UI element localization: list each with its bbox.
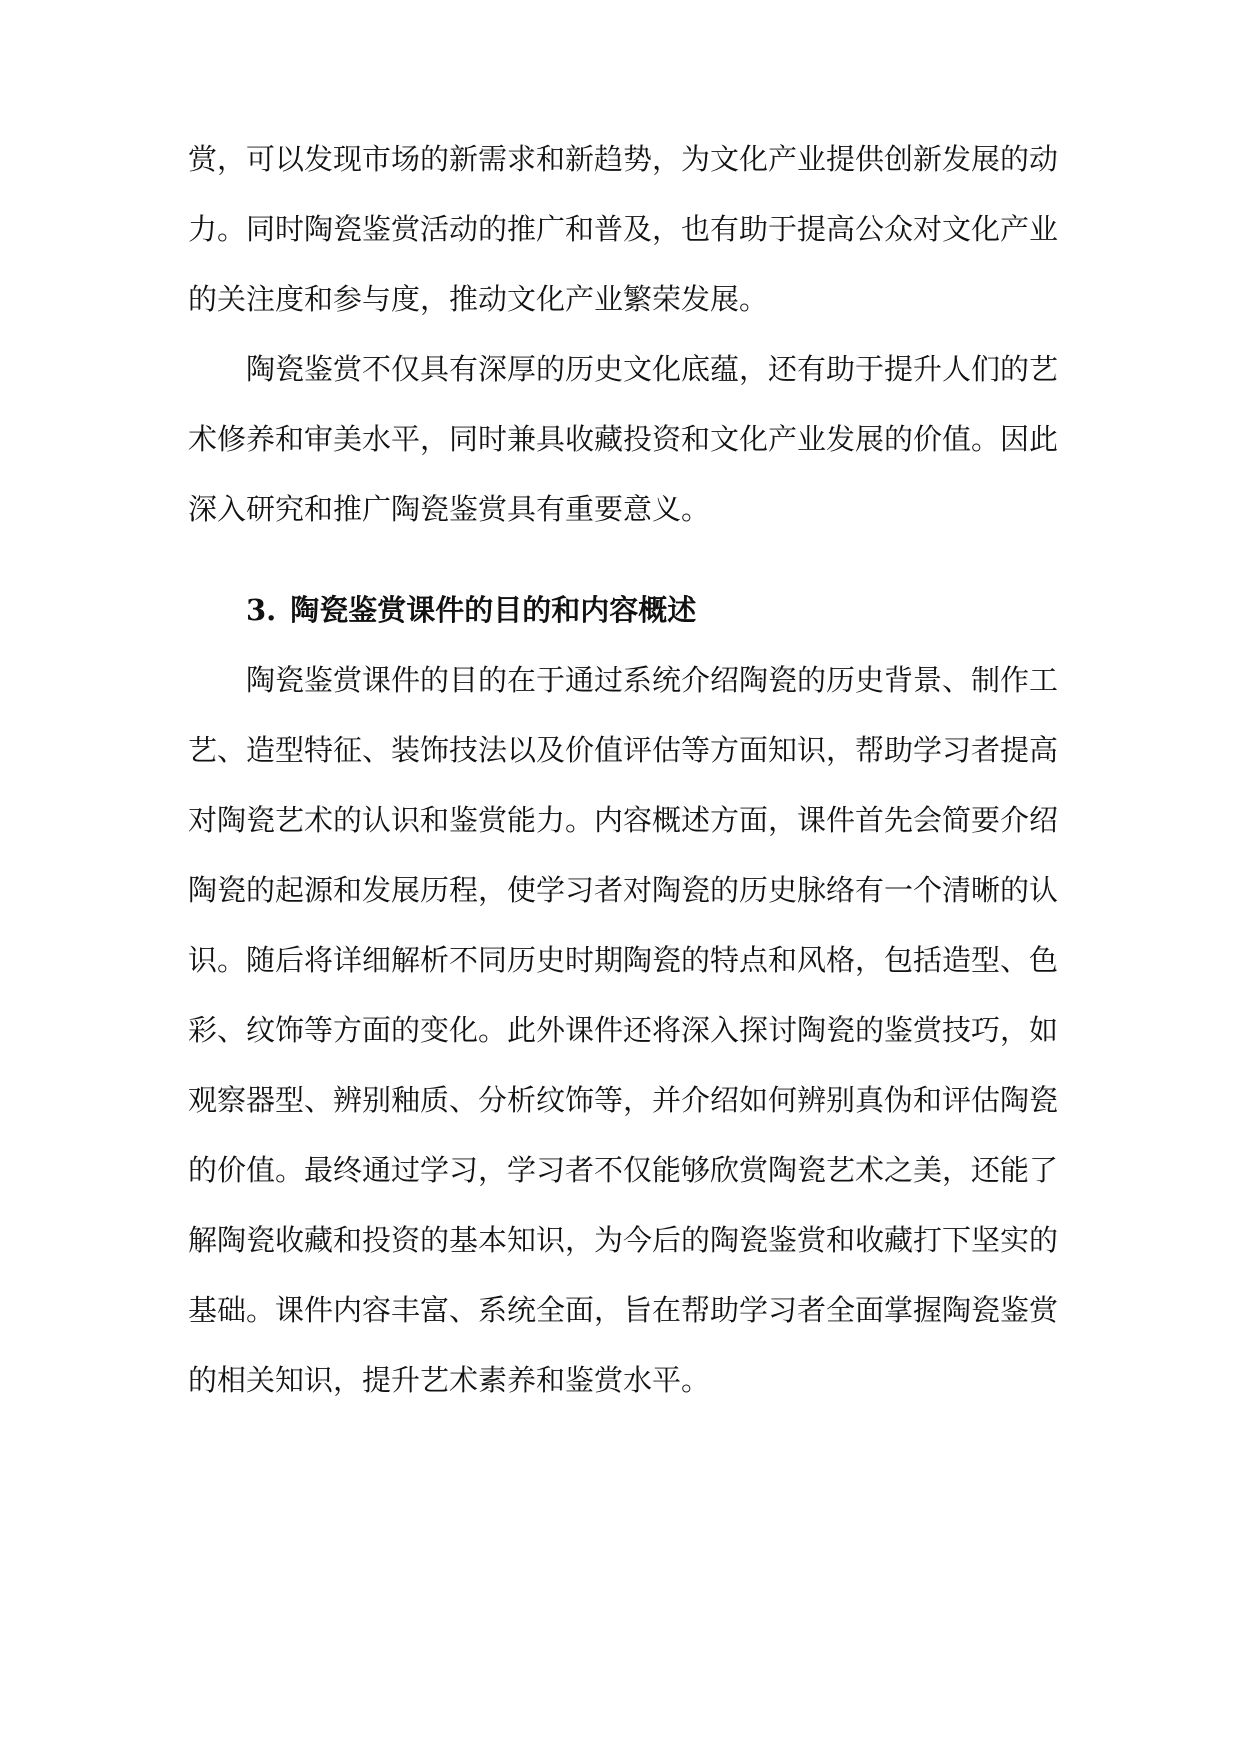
text-line: 术修养和审美水平，同时兼具收藏投资和文化产业发展的价值。因此 xyxy=(188,422,1059,456)
paragraph xyxy=(188,349,1059,529)
paragraph xyxy=(188,139,1059,319)
section-heading xyxy=(188,590,1056,630)
section-title: 陶瓷鉴赏课件的目的和内容概述 xyxy=(290,593,697,627)
text-line: 力。同时陶瓷鉴赏活动的推广和普及，也有助于提高公众对文化产业 xyxy=(188,212,1059,246)
text-line: 识。随后将详细解析不同历史时期陶瓷的特点和风格，包括造型、色 xyxy=(188,943,1059,977)
text-line: 的关注度和参与度，推动文化产业繁荣发展。 xyxy=(188,282,769,316)
text-line: 陶瓷的起源和发展历程，使学习者对陶瓷的历史脉络有一个清晰的认 xyxy=(188,873,1059,907)
text-line: 解陶瓷收藏和投资的基本知识，为今后的陶瓷鉴赏和收藏打下坚实的 xyxy=(188,1223,1059,1257)
section-number: 3. xyxy=(246,593,277,627)
document-body xyxy=(188,139,1059,1400)
text-line: 赏，可以发现市场的新需求和新趋势，为文化产业提供创新发展的动 xyxy=(188,142,1059,176)
text-line: 陶瓷鉴赏课件的目的在于通过系统介绍陶瓷的历史背景、制作工 xyxy=(246,663,1059,697)
text-line: 观察器型、辨别釉质、分析纹饰等，并介绍如何辨别真伪和评估陶瓷 xyxy=(188,1083,1059,1117)
text-line: 深入研究和推广陶瓷鉴赏具有重要意义。 xyxy=(188,492,711,526)
paragraph xyxy=(188,660,1059,1400)
text-line: 陶瓷鉴赏不仅具有深厚的历史文化底蕴，还有助于提升人们的艺 xyxy=(246,352,1059,386)
text-line: 对陶瓷艺术的认识和鉴赏能力。内容概述方面，课件首先会简要介绍 xyxy=(188,803,1059,837)
text-line: 基础。课件内容丰富、系统全面，旨在帮助学习者全面掌握陶瓷鉴赏 xyxy=(188,1293,1059,1327)
text-line: 的价值。最终通过学习，学习者不仅能够欣赏陶瓷艺术之美，还能了 xyxy=(188,1153,1059,1187)
text-line: 彩、纹饰等方面的变化。此外课件还将深入探讨陶瓷的鉴赏技巧，如 xyxy=(188,1013,1059,1047)
text-line: 的相关知识，提升艺术素养和鉴赏水平。 xyxy=(188,1363,711,1397)
text-line: 艺、造型特征、装饰技法以及价值评估等方面知识，帮助学习者提高 xyxy=(188,733,1059,767)
